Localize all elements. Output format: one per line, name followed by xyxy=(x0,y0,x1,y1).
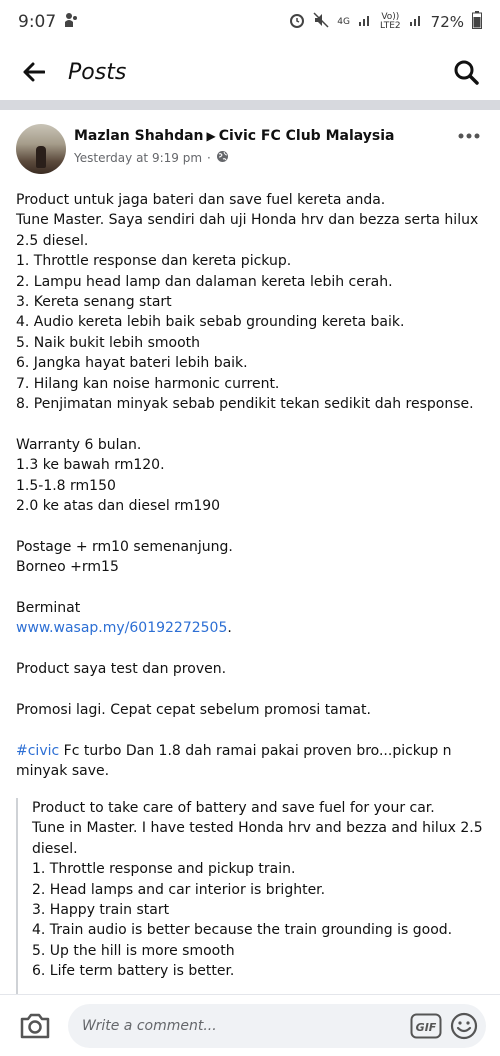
link-line xyxy=(16,618,488,638)
volte-bottom: LTE2 xyxy=(379,21,401,31)
body-line: 1. Throttle response dan kereta pickup. xyxy=(16,253,292,270)
translation-block xyxy=(16,798,486,994)
translation-line: 5. Up the hill is more smooth xyxy=(32,942,235,959)
status-bar xyxy=(0,0,500,44)
body-line: 3. Kereta senang start xyxy=(16,294,172,311)
hashtag-text: Fc turbo Dan 1.8 dah ramai pakai proven bro...pickup n minyak save. xyxy=(16,742,452,780)
warranty-line: 1.5-1.8 rm150 xyxy=(16,477,116,494)
author-line xyxy=(74,128,394,144)
post-timestamp[interactable]: Yesterday at 9:19 pm xyxy=(74,151,203,165)
mute-icon xyxy=(313,12,329,33)
body-line: 5. Naik bukit lebih smooth xyxy=(16,334,201,351)
gif-button[interactable] xyxy=(410,1013,442,1039)
page-title: Posts xyxy=(68,59,127,85)
postage-line: Borneo +rm15 xyxy=(16,559,119,576)
translation-line: 3. Happy train start xyxy=(32,902,170,919)
group-name[interactable]: Civic FC Club Malaysia xyxy=(218,128,395,144)
body-line: 2. Lampu head lamp dan dalaman kereta lebih cerah. xyxy=(16,273,393,290)
interest-label: Berminat xyxy=(16,600,81,617)
post-meta xyxy=(74,150,229,166)
notification-icon xyxy=(64,12,78,32)
translation-line: 2. Head lamps and car interior is brighter. xyxy=(32,881,326,898)
alarm-icon xyxy=(289,12,305,33)
post xyxy=(0,110,500,994)
back-button[interactable] xyxy=(14,52,54,92)
body-line: Product untuk jaga bateri dan save fuel kereta anda. xyxy=(16,192,386,208)
search-icon xyxy=(453,59,479,85)
volte-top: Vo)) xyxy=(381,12,400,22)
body-line: 4. Audio kereta lebih baik sebab grounding kereta baik. xyxy=(16,314,405,331)
comment-bar xyxy=(0,994,500,1056)
globe-icon xyxy=(216,150,229,166)
more-options-button[interactable] xyxy=(454,124,484,148)
emoji-icon xyxy=(450,1012,478,1040)
back-arrow-icon xyxy=(23,62,45,82)
gif-label: GIF xyxy=(415,1021,437,1034)
translation-line: Tune in Master. I have tested Honda hrv and bezza and hilux 2.5 diesel. xyxy=(32,820,483,857)
volte-indicator xyxy=(380,13,401,31)
body-line: 6. Jangka hayat bateri lebih baik. xyxy=(16,355,248,372)
warranty-line: Warranty 6 bulan. xyxy=(16,436,142,453)
author-name[interactable]: Mazlan Shahdan xyxy=(74,128,204,144)
arrow-right-icon: ▶ xyxy=(206,129,216,143)
postage-line: Postage + rm10 semenanjung. xyxy=(16,538,233,555)
body-line: 7. Hilang kan noise harmonic current. xyxy=(16,375,280,392)
camera-icon xyxy=(19,1012,51,1040)
post-header xyxy=(16,124,484,174)
clock: 9:07 xyxy=(18,12,57,32)
comment-input[interactable] xyxy=(68,1004,486,1048)
warranty-line: 1.3 ke bawah rm120. xyxy=(16,457,165,474)
post-body xyxy=(16,190,488,782)
tested-line: Product saya test dan proven. xyxy=(16,661,227,678)
battery-icon xyxy=(472,11,482,34)
section-divider xyxy=(0,100,500,110)
body-line: Tune Master. Saya sendiri dah uji Honda hrv dan bezza serta hilux 2.5 diesel. xyxy=(16,212,479,249)
network-type: 4G xyxy=(337,16,350,27)
warranty-line: 2.0 ke atas dan diesel rm190 xyxy=(16,498,221,515)
signal-icon xyxy=(358,12,372,32)
search-button[interactable] xyxy=(446,52,486,92)
translation-line: Product to take care of battery and save fuel for your car. xyxy=(32,800,435,816)
more-icon xyxy=(458,133,480,139)
hashtag-line xyxy=(16,741,488,782)
battery-percent: 72% xyxy=(430,13,464,31)
app-bar xyxy=(0,44,500,100)
signal-icon-2 xyxy=(409,12,423,32)
camera-button[interactable] xyxy=(16,1007,54,1045)
comment-placeholder: Write a comment... xyxy=(82,1018,217,1034)
body-line: 8. Penjimatan minyak sebab pendikit tekan sedikit dah response. xyxy=(16,396,474,413)
separator-dot: · xyxy=(207,151,211,165)
translation-line: 6. Life term battery is better. xyxy=(32,963,235,980)
promo-line: Promosi lagi. Cepat cepat sebelum promosi tamat. xyxy=(16,702,371,719)
link-suffix: . xyxy=(227,620,232,637)
translation-line: 4. Train audio is better because the train grounding is good. xyxy=(32,922,453,939)
hashtag-link[interactable]: #civic xyxy=(16,742,60,759)
avatar[interactable] xyxy=(16,124,66,174)
translation-line: 1. Throttle response and pickup train. xyxy=(32,861,296,878)
emoji-button[interactable] xyxy=(450,1012,478,1040)
whatsapp-link[interactable]: www.wasap.my/60192272505 xyxy=(16,620,228,637)
